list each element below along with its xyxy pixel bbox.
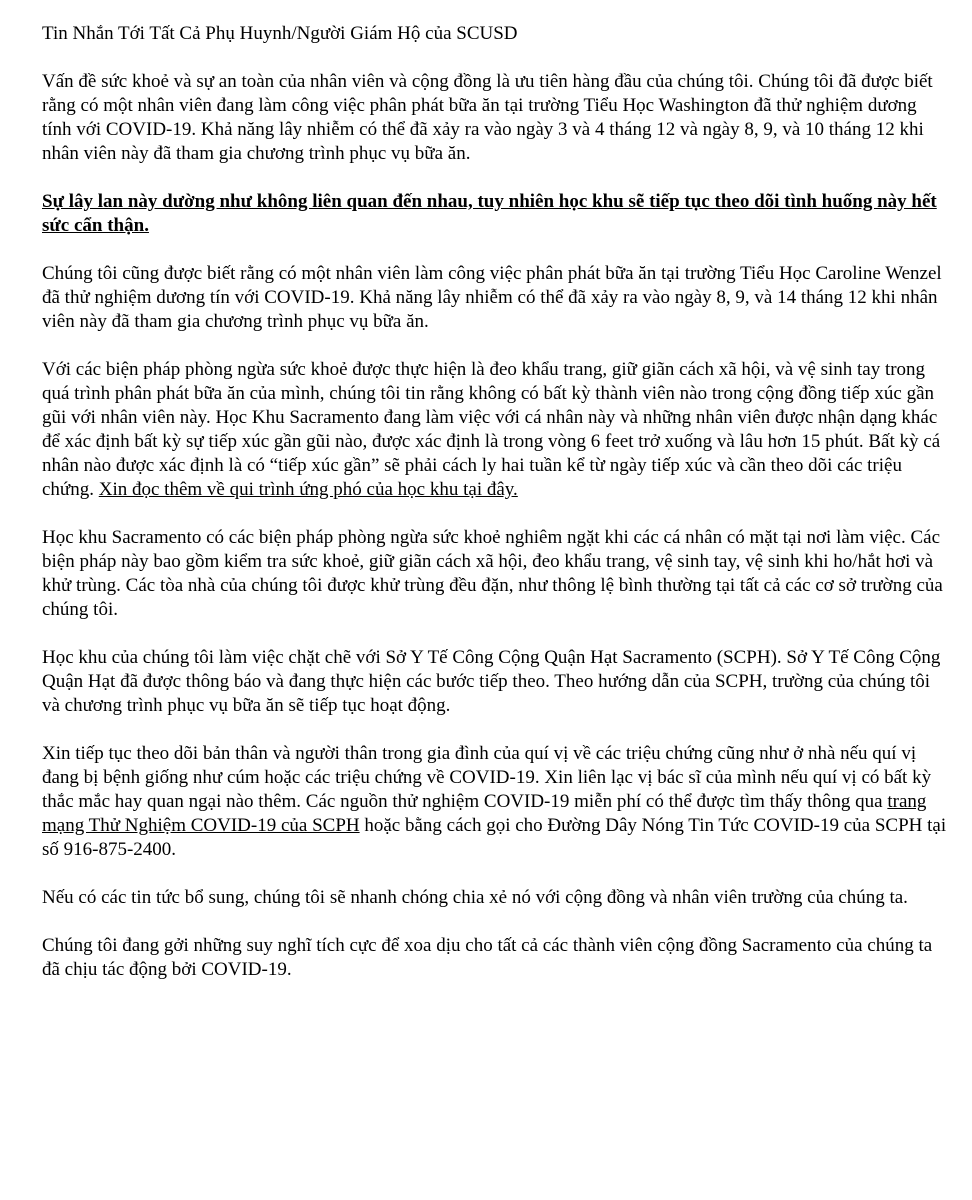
paragraph-unrelated-spread: Sự lây lan này dường như không liên quan đến nhau, tuy nhiên học khu sẽ tiếp tục theo dõi tình huống này hết sức cẩn thận.	[42, 191, 937, 236]
paragraph-testing-resources	[42, 742, 947, 862]
district-response-link[interactable]: Xin đọc thêm về qui trình ứng phó của học khu tại đây.	[98, 479, 518, 500]
paragraph-precautions	[42, 358, 947, 502]
paragraph-precautions-text: Với các biện pháp phòng ngừa sức khoẻ được thực hiện là đeo khẩu trang, giữ giãn cách xã hội, và vệ sinh tay trong quá trình phân phát bữa ăn của mình, chúng tôi tin rằng không có bất kỳ thành viên nào trong cộng đồng tiếp xúc gần gũi với nhân viên này. Học Khu Sacramento đang làm việc với cá nhân này và những nhân viên được nhận dạng khác để xác định bất kỳ sự tiếp xúc gần gũi nào, được xác định là trong vòng 6 feet trở xuống và lâu hơn 15 phút. Bất kỳ cá nhân nào được xác định là có “tiếp xúc gần” sẽ phải cách ly hai tuần kể từ ngày tiếp xúc và cần theo dõi các triệu chứng.	[42, 359, 941, 500]
paragraph-washington-case: Vấn đề sức khoẻ và sự an toàn của nhân viên và cộng đồng là ưu tiên hàng đầu của chúng tôi. Chúng tôi đã được biết rằng có một nhân viên đang làm công việc phân phát bữa ăn tại trường Tiểu Học Washington đã thử nghiệm dương tính với COVID-19. Khả năng lây nhiễm có thể đã xảy ra vào ngày 3 và 4 tháng 12 và ngày 8, 9, và 10 tháng 12 khi nhân viên này đã tham gia chương trình phục vụ bữa ăn.	[42, 71, 933, 164]
letter-page	[42, 22, 947, 1006]
paragraph-testing-text-a: Xin tiếp tục theo dõi bản thân và người thân trong gia đình của quí vị về các triệu chứng cũng như ở nhà nếu quí vị đang bị bệnh giống như cúm hoặc các triệu chứng về COVID-19. Xin liên lạc vị bác sĩ của mình nếu quí vị có bất kỳ thắc mắc hay quan ngại nào thêm. Các nguồn thử nghiệm COVID-19 miễn phí có thể được tìm thấy thông qua	[42, 743, 932, 812]
paragraph-testing-text-b: hoặc bằng cách gọi cho Đường Dây Nóng Tin Tức COVID-19 của SCPH tại số 916-875-2400.	[42, 815, 947, 860]
scph-testing-link[interactable]: trang mạng Thử Nghiệm COVID-19 của SCPH	[42, 791, 927, 836]
paragraph-safety-measures: Học khu Sacramento có các biện pháp phòng ngừa sức khoẻ nghiêm ngặt khi các cá nhân có mặt tại nơi làm việc. Các biện pháp này bao gồm kiểm tra sức khoẻ, giữ giãn cách xã hội, đeo khẩu trang, vệ sinh tay, vệ sinh khi ho/hắt hơi và khử trùng. Các tòa nhà của chúng tôi được khử trùng đều đặn, như thông lệ bình thường tại tất cả các cơ sở trường của chúng tôi.	[42, 527, 943, 620]
letter-title: Tin Nhắn Tới Tất Cả Phụ Huynh/Người Giám Hộ của SCUSD	[42, 23, 518, 44]
paragraph-scph-cooperation: Học khu của chúng tôi làm việc chặt chẽ với Sở Y Tế Công Cộng Quận Hạt Sacramento (SCPH). Sở Y Tế Công Cộng Quận Hạt đã được thông báo và đang thực hiện các bước tiếp theo. Theo hướng dẫn của SCPH, trường của chúng tôi và chương trình phục vụ bữa ăn sẽ tiếp tục hoạt động.	[42, 647, 941, 716]
paragraph-wenzel-case: Chúng tôi cũng được biết rằng có một nhân viên làm công việc phân phát bữa ăn tại trường Tiểu Học Caroline Wenzel đã thử nghiệm dương tín với COVID-19. Khả năng lây nhiễm có thể đã xảy ra vào ngày 8, 9, và 14 tháng 12 khi nhân viên này đã tham gia chương trình phục vụ bữa ăn.	[42, 263, 942, 332]
paragraph-closing: Chúng tôi đang gởi những suy nghĩ tích cực để xoa dịu cho tất cả các thành viên cộng đồng Sacramento của chúng ta đã chịu tác động bởi COVID-19.	[42, 935, 933, 980]
paragraph-updates: Nếu có các tin tức bổ sung, chúng tôi sẽ nhanh chóng chia xẻ nó với cộng đồng và nhân viên trường của chúng ta.	[42, 887, 908, 908]
